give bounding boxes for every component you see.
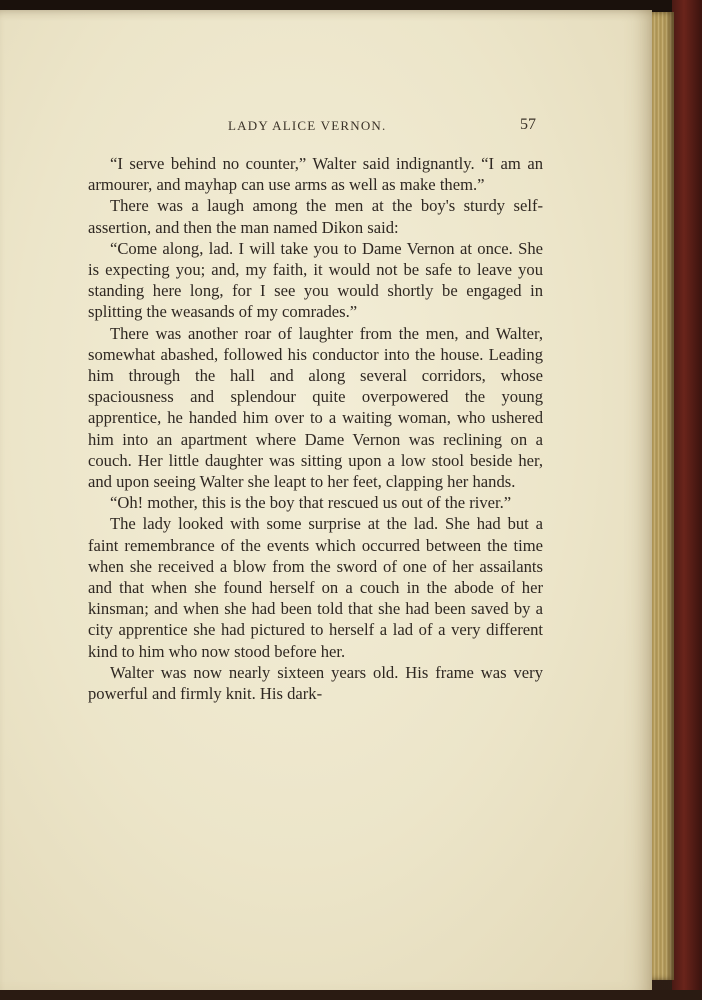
paragraph: “Oh! mother, this is the boy that rescued us out of the river.”: [110, 493, 512, 513]
paragraph: “I serve behind no counter,” Walter said indignantly. “I am an armourer, and mayhap can use arms as well as make them.”: [88, 154, 543, 195]
paragraph: There was another roar of laughter from the men, and Walter, somewhat abashed, followed his conductor into the house. Leading him through the hall and along several corridors, whose spaciousness and splendour quite overpowered the young apprentice, he handed him over to a waiting woman, who ushered him into an apartment where Dame Vernon was reclining on a couch. Her little daughter was sitting upon a low stool beside her, and upon seeing Walter she leapt to her feet, clapping her hands.: [88, 323, 543, 492]
book-page: [0, 10, 652, 992]
paragraph: “Come along, lad. I will take you to Dame Vernon at once. She is expecting you; and, my faith, it would not be safe to leave you standing here long, for I see you would shortly be engaged in splitting the weasands of my comrades.”: [88, 238, 543, 322]
paragraph: The lady looked with some surprise at the lad. She had but a faint remembrance of the events which occurred between the time when she received a blow from the sword of one of her assailants and that when she found herself on a couch in the abode of her kinsman; and when she had been told that she had been saved by a city apprentice she had pictured to herself a lad of a very different kind to him who now stood before her.: [88, 514, 543, 661]
paragraph: There was a laugh among the men at the boy's sturdy self-assertion, and then the man named Dikon said:: [88, 196, 543, 237]
body-text: [88, 153, 543, 704]
book-cover-edge: [672, 0, 702, 1000]
scan-bottom-edge: [0, 990, 702, 1000]
page-header: [0, 118, 652, 138]
running-head: LADY ALICE VERNON.: [228, 118, 387, 133]
paragraph: Walter was now nearly sixteen years old. His frame was very powerful and firmly knit. His dark-: [88, 662, 543, 704]
page-number: 57: [520, 116, 536, 133]
